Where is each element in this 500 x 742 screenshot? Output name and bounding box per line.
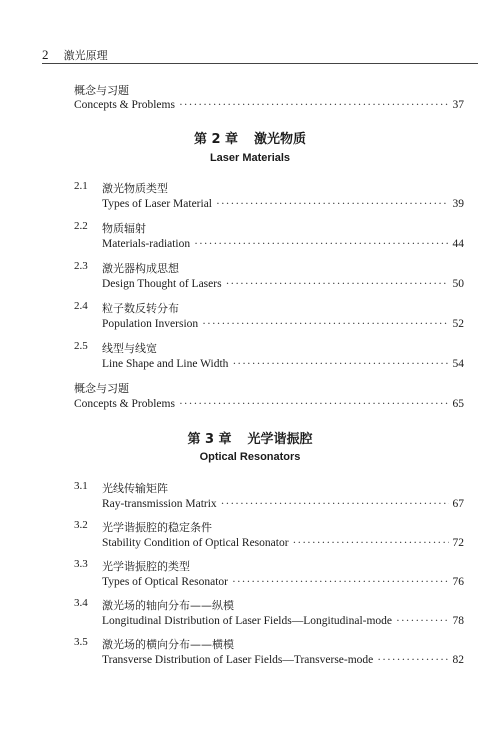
section-title-cn: 光学谐振腔的类型 — [102, 560, 190, 573]
leader-dots — [293, 537, 449, 549]
toc-entry-3-2[interactable] — [102, 537, 464, 553]
section-number: 2.5 — [74, 340, 88, 352]
toc-entry-title: Ray-transmission Matrix — [102, 498, 217, 510]
section-number: 3.5 — [74, 636, 88, 648]
section-title-cn: 激光物质类型 — [102, 182, 168, 195]
section-number: 2.3 — [74, 260, 88, 272]
toc-entry-title: Types of Laser Material — [102, 198, 212, 210]
chapter-2-title-cn: 激光物质 — [254, 132, 307, 147]
toc-entry-3-1[interactable] — [102, 498, 464, 514]
toc-entry-title: Concepts & Problems — [74, 99, 175, 111]
toc-entry-title: Materials-radiation — [102, 238, 191, 250]
section-title-cn: 粒子数反转分布 — [102, 302, 179, 315]
section-title-cn: 激光器构成思想 — [102, 262, 179, 275]
leader-dots — [226, 278, 449, 290]
header-book-title: 激光原理 — [63, 49, 108, 62]
section-number: 3.2 — [74, 519, 88, 531]
toc-entry-3-3[interactable] — [102, 576, 464, 592]
leader-dots — [179, 398, 449, 410]
section-title-cn: 光学谐振腔的稳定条件 — [102, 521, 212, 534]
section-title-cn: 激光场的横向分布——横模 — [102, 638, 234, 651]
toc-entry-page: 54 — [452, 358, 464, 370]
toc-entry-title: Concepts & Problems — [74, 398, 175, 410]
toc-entry-page: 50 — [452, 278, 464, 290]
leader-dots — [221, 498, 449, 510]
chapter-3-heading — [0, 428, 500, 447]
leader-dots — [179, 99, 449, 111]
toc-entry-concepts-2[interactable] — [74, 398, 464, 414]
toc-entry-3-4[interactable] — [102, 615, 464, 631]
toc-entry-page: 52 — [452, 318, 464, 330]
leader-dots — [202, 318, 448, 330]
header-rule — [42, 63, 478, 64]
section-title-cn: 线型与线宽 — [102, 342, 157, 355]
section-title-cn: 激光场的轴向分布——纵模 — [102, 599, 234, 612]
concepts-cn-1: 概念与习题 — [74, 84, 129, 97]
toc-entry-concepts-1[interactable] — [74, 99, 464, 115]
chapter-2-number: 第 2 章 — [193, 132, 239, 147]
toc-entry-2-4[interactable] — [102, 318, 464, 334]
leader-dots — [377, 654, 448, 666]
toc-entry-2-2[interactable] — [102, 238, 464, 254]
chapter-3-title-en: Optical Resonators — [199, 451, 301, 463]
section-title-cn: 物质辐射 — [102, 222, 146, 235]
section-number: 2.1 — [74, 180, 88, 192]
toc-entry-title: Population Inversion — [102, 318, 199, 330]
leader-dots — [232, 358, 448, 370]
section-number: 3.1 — [74, 480, 88, 492]
toc-entry-2-5[interactable] — [102, 358, 464, 374]
toc-entry-title: Longitudinal Distribution of Laser Fields—Longitudinal-mode — [102, 615, 393, 627]
toc-entry-3-5[interactable] — [102, 654, 464, 670]
chapter-3-number: 第 3 章 — [187, 432, 232, 447]
toc-entry-title: Transverse Distribution of Laser Fields—Transverse-mode — [102, 654, 374, 666]
toc-entry-title: Design Thought of Lasers — [102, 278, 222, 290]
section-number: 2.4 — [74, 300, 88, 312]
leader-dots — [396, 615, 448, 627]
toc-entry-title: Types of Optical Resonator — [102, 576, 228, 588]
toc-entry-2-3[interactable] — [102, 278, 464, 294]
toc-entry-page: 44 — [452, 238, 464, 250]
running-header — [42, 44, 472, 64]
section-number: 3.4 — [74, 597, 88, 609]
header-page-number: 2 — [42, 47, 49, 62]
chapter-3-title-cn: 光学谐振腔 — [247, 432, 313, 447]
leader-dots — [232, 576, 449, 588]
leader-dots — [216, 198, 449, 210]
leader-dots — [194, 238, 448, 250]
toc-entry-page: 78 — [452, 615, 464, 627]
toc-entry-page: 82 — [452, 654, 464, 666]
toc-entry-page: 39 — [452, 198, 464, 210]
chapter-2-title-en: Laser Materials — [209, 152, 291, 164]
toc-entry-title: Stability Condition of Optical Resonator — [102, 537, 289, 549]
toc-entry-page: 76 — [452, 576, 464, 588]
section-number: 3.3 — [74, 558, 88, 570]
toc-entry-page: 37 — [452, 99, 464, 111]
toc-entry-title: Line Shape and Line Width — [102, 358, 229, 370]
toc-entry-page: 65 — [452, 398, 464, 410]
chapter-2-heading — [0, 128, 500, 147]
toc-entry-2-1[interactable] — [102, 198, 464, 214]
toc-entry-page: 67 — [452, 498, 464, 510]
section-title-cn: 光线传输矩阵 — [102, 482, 168, 495]
toc-entry-page: 72 — [452, 537, 464, 549]
section-number: 2.2 — [74, 220, 88, 232]
concepts-cn-2: 概念与习题 — [74, 382, 129, 395]
